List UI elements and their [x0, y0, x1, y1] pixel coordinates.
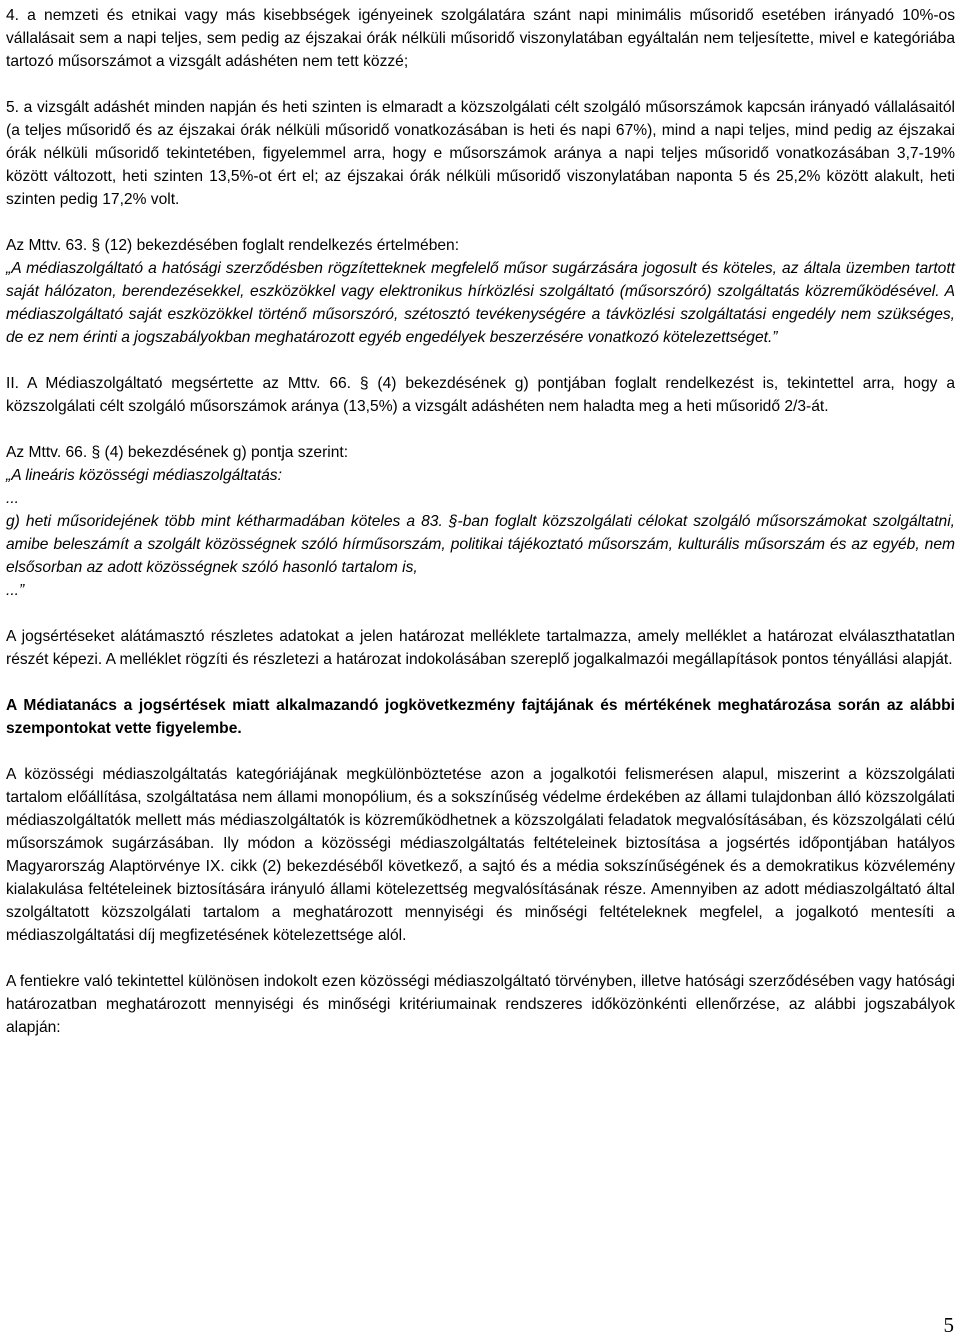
final-paragraph: A fentiekre való tekintettel különösen indokolt ezen közösségi médiaszolgáltató törvényben, illetve hatósági szerződésében vagy hatósági határozatban meghatározott mennyiségi és minőségi kritériumainak rendszeres időközönkénti ellenőrzése, az alábbi jogszabályok alapján:: [6, 973, 955, 1036]
document-page: [6, 4, 955, 1039]
page-number: 5: [943, 1313, 954, 1337]
paragraph-point-4: 4. a nemzeti és etnikai vagy más kisebbségek igényeinek szolgálatára szánt napi minimális műsoridő esetében irányadó 10%-os vállalásait sem a napi teljes, sem pedig az éjszakai órák nélküli műsoridő viszonylatában egyáltalán nem teljesítette, mivel e kategóriába tartozó műsorszámot a vizsgált adáshéten nem tett közzé;: [6, 7, 955, 70]
mttv66-quote-line-2: ...: [6, 490, 19, 507]
section-2-paragraph: II. A Médiaszolgáltató megsértette az Mttv. 66. § (4) bekezdésének g) pontjában foglalt rendelkezést is, tekintettel arra, hogy a közszolgálati célt szolgáló műsorszámok aránya (13,5%) a vizsgált adáshéten nem haladta meg a heti műsoridő 2/3-át.: [6, 375, 955, 415]
mttv66-intro: Az Mttv. 66. § (4) bekezdésének g) pontja szerint:: [6, 444, 349, 461]
mttv63-quote: [6, 257, 955, 349]
community-media-paragraph: A közösségi médiaszolgáltatás kategóriájának megkülönböztetése azon a jogalkotói felismerésen alapul, miszerint a közszolgálati tartalom előállítása, szolgáltatása nem állami monopólium, és a sokszínűség védelme érdekében az állami tulajdonban álló közszolgálati médiaszolgáltatók mellett más médiaszolgáltatók is közreműködhetnek a közszolgálati feladatok megvalósításában, és közszolgálati célú műsorszámok sugárzásában. Ily módon a közösségi médiaszolgáltatás feltételeinek biztosítása a jogsértés időpontjában hatályos Magyarország Alaptörvénye IX. cikk (2) bekezdéséből következő, a sajtó és a média sokszínűségének és a demokratikus közvélemény kialakulása feltételeinek biztosítására irányuló állami kötelezettség megvalósításának része. Amennyiben az adott médiaszolgáltató által szolgáltatott közszolgálati tartalom a meghatározott mennyiségi és minőségi feltételeknek megfelel, a jogalkotó mentesíti a médiaszolgáltatási díj megfizetésének kötelezettsége alól.: [6, 766, 955, 944]
mttv66-quote-line-4: ...”: [6, 582, 25, 599]
mttv66-quote-line-3: g) heti műsoridejének több mint kétharmadában köteles a 83. §-ban foglalt közszolgálati célokat szolgáló műsorszámokat szolgáltatni, amibe beleszámít a szolgált közösségnek szóló hírműsorszám, politikai tájékoztató műsorszám, kulturális műsorszám és az egyéb, nem elsősorban az adott közösségnek szóló hasonló tartalom is,: [6, 513, 955, 576]
mttv63-quote-text: „A médiaszolgáltató a hatósági szerződésben rögzítetteknek megfelelő műsor sugárzására jogosult és köteles, az általa üzemben tartott saját hálózaton, berendezésekkel, eszközökkel vagy elektronikus hírközlési szolgáltató (műsorszóró) szolgáltatás közreműködésével. A médiaszolgáltató saját eszközökkel történő műsorszóró, szétosztó tevékenységére a távközlési szolgáltatási engedély nem szükséges, de ez nem érinti a jogszabályokban meghatározott egyéb engedélyek beszerzésére vonatkozó kötelezettséget.”: [6, 260, 955, 346]
paragraph-point-5: 5. a vizsgált adáshét minden napján és heti szinten is elmaradt a közszolgálati célt szolgáló műsorszámok kapcsán irányadó vállalásaitól (a teljes műsoridő és az éjszakai órák nélküli műsoridő vonatkozásában is heti és napi 67%), mind a napi teljes, mind pedig az éjszakai órák nélküli műsoridő tekintetében, figyelemmel arra, hogy e műsorszámok aránya a napi teljes műsoridő vonatkozásában 3,7-19% között változott, heti szinten 13,5%-ot ért el; az éjszakai órák nélküli műsoridő viszonylatában naponta 5 és 25,2% között alakult, heti szinten pedig 17,2% volt.: [6, 99, 955, 208]
mttv63-intro: Az Mttv. 63. § (12) bekezdésében foglalt rendelkezés értelmében:: [6, 237, 460, 254]
annex-paragraph: A jogsértéseket alátámasztó részletes adatokat a jelen határozat melléklete tartalmazza, amely melléklet a határozat elválaszthatatlan részét képezi. A melléklet rögzíti és részletezi a határozat indokolásában szereplő jogalkalmazói megállapítások pontos tényállási alapját.: [6, 628, 955, 668]
bold-heading: A Médiatanács a jogsértések miatt alkalmazandó jogkövetkezmény fajtájának és mértékének meghatározása során az alábbi szempontokat vette figyelembe.: [6, 697, 955, 737]
mttv66-quote-line-1: „A lineáris közösségi médiaszolgáltatás:: [6, 467, 282, 484]
